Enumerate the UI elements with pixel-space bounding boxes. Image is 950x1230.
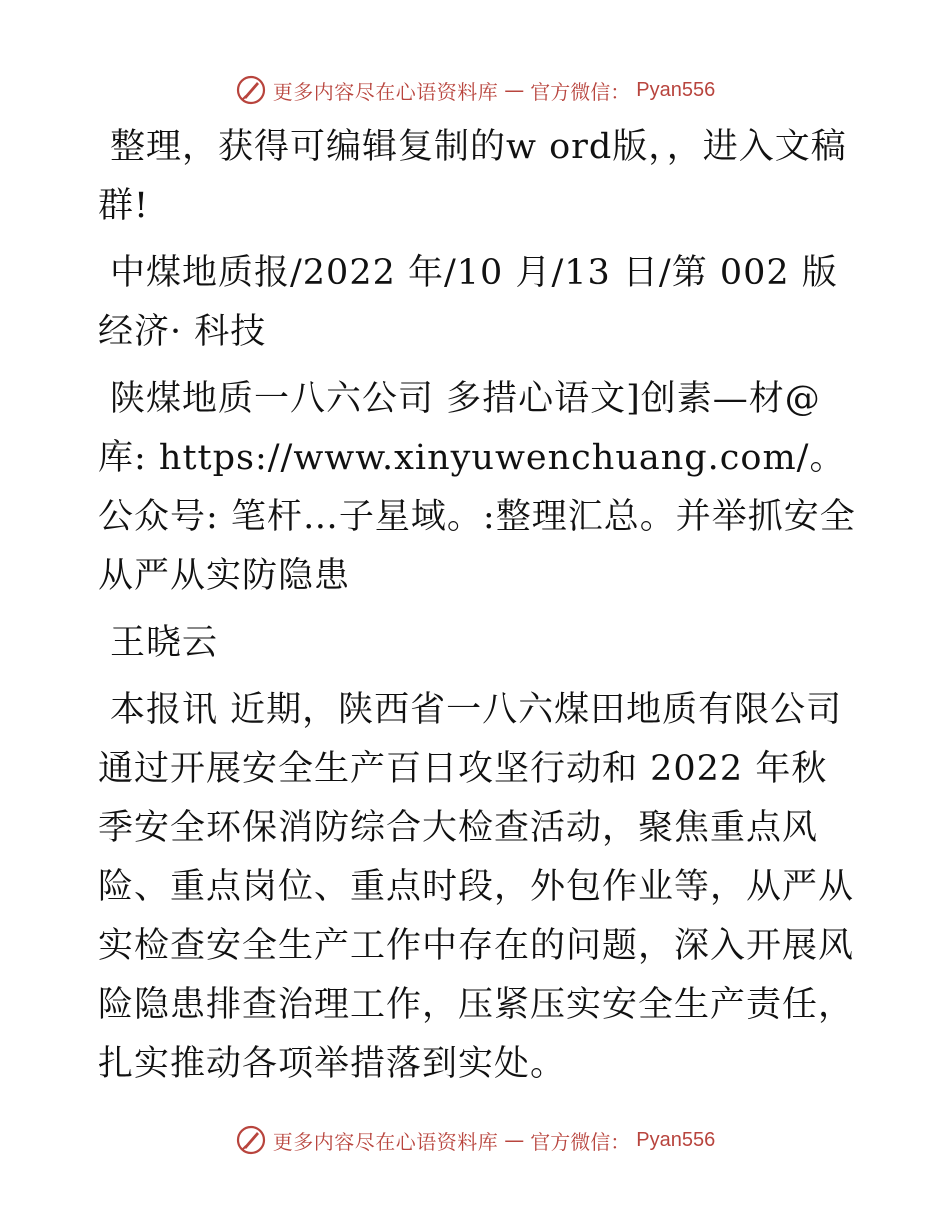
source-line: 中煤地质报/2022 年/10 月/13 日/第 002 版经济· 科技 [98,253,838,352]
intro-line: 整理，获得可编辑复制的w ord版，，进入文稿群! [98,127,847,226]
watermark-text: 更多内容尽在心语资料库 [272,1129,499,1154]
body-paragraph: 本报讯 近期，陕西省一八六煤田地质有限公司通过开展安全生产百日攻坚行动和 2022 年秋季安全环保消防综合大检查活动，聚焦重点风险、重点岗位、重点时段，外包作业等，从严从实检查安全生产工作中存在的问题，深入开展风险隐患排查治理工作，压紧压实安全生产责任，扎实推动各项举措落到实处。 [98,690,855,1084]
watermark-id: Pyan556 [636,1128,716,1151]
article-title: 陕煤地质一八六公司 多措心语文]创素—材@库: https://www.xinyuwenchuang.com/。公众号: 笔杆…子星域。:整理汇总。并举抓安全 从严从实防隐患 [98,379,856,596]
watermark-label: 官方微信： [530,1129,631,1154]
quill-seal-icon [235,74,267,106]
watermark-id: Pyan556 [636,78,716,101]
watermark-footer [0,1120,950,1160]
author-line: 王晓云 [110,623,219,663]
watermark-dash: — [504,78,525,102]
watermark-label: 官方微信： [530,79,631,104]
quill-seal-icon [235,1124,267,1156]
document-body [98,118,858,1108]
watermark-header [0,70,950,110]
watermark-text: 更多内容尽在心语资料库 [272,79,499,104]
watermark-dash: — [504,1128,525,1152]
